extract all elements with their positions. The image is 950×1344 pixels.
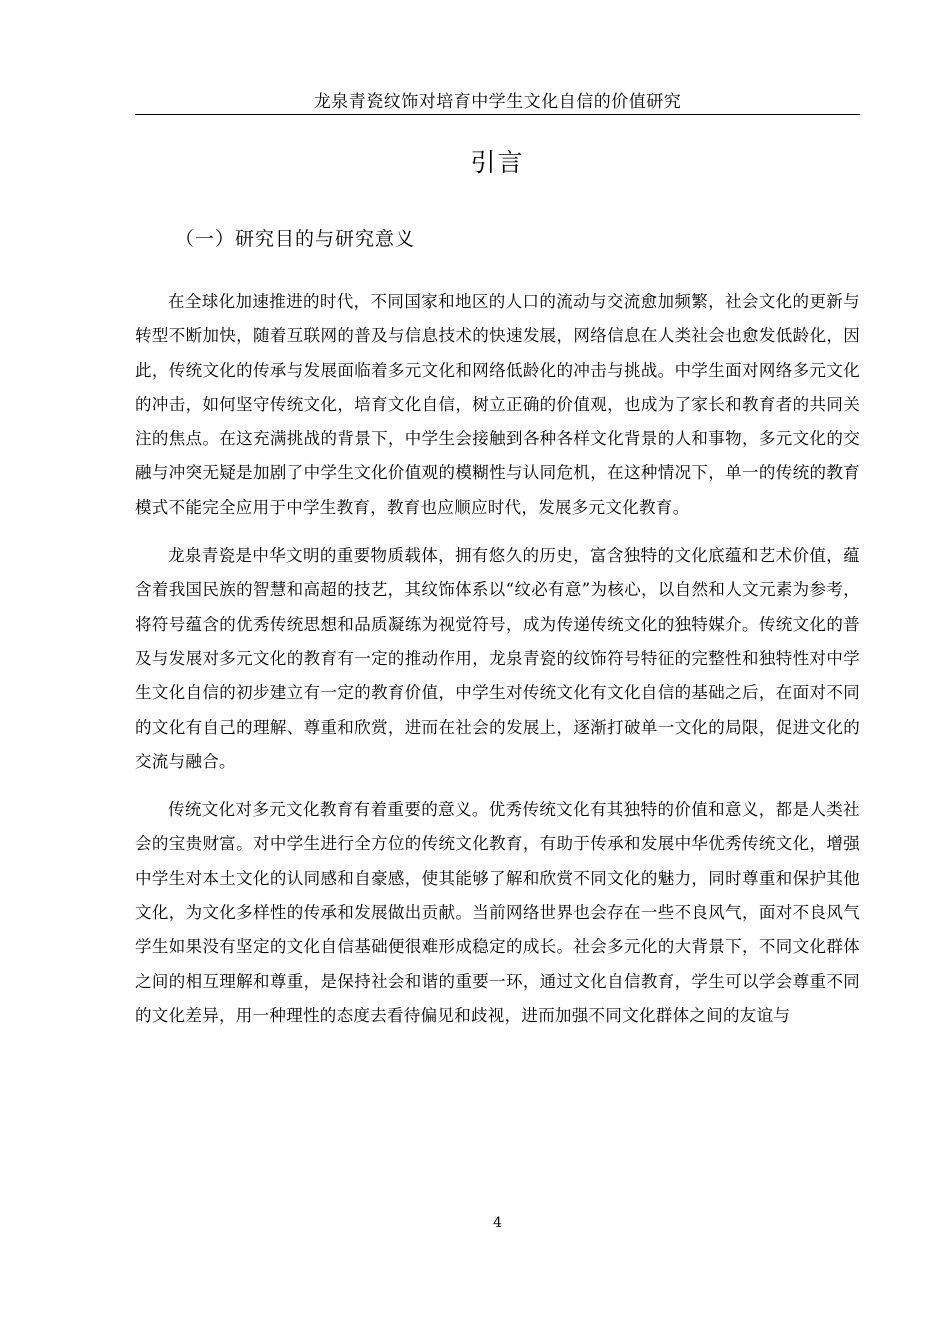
running-header: 龙泉青瓷纹饰对培育中学生文化自信的价值研究 — [313, 92, 682, 112]
paragraph-1: 在全球化加速推进的时代，不同国家和地区的人口的流动与交流愈加频繁，社会文化的更新与转型不断加快，随着互联网的普及与信息技术的快速发展，网络信息在人类社会也愈发低龄化，因此，传统文化的传承与发展面临着多元文化和网络低龄化的冲击与挑战。中学生面对网络多元文化的冲击，如何坚守传统文化，培育文化自信，树立正确的价值观，也成为了家长和教育者的共同关注的焦点。在这充满挑战的背景下，中学生会接触到各种各样文化背景的人和事物，多元文化的交融与冲突无疑是加剧了中学生文化价值观的模糊性与认同危机，在这种情况下，单一的传统的教育模式不能完全应用于中学生教育，教育也应顺应时代，发展多元文化教育。 — [135, 292, 860, 517]
page-title: 引言 — [470, 148, 525, 177]
paragraph-2: 龙泉青瓷是中华文明的重要物质载体，拥有悠久的历史，富含独特的文化底蕴和艺术价值，蕴含着我国民族的智慧和高超的技艺，其纹饰体系以“纹必有意”为核心，以自然和人文元素为参考，将符号蕴含的优秀传统思想和品质凝练为视觉符号，成为传递传统文化的独特媒介。传统文化的普及与发展对多元文化的教育有一定的推动作用，龙泉青瓷的纹饰符号特征的完整性和独特性对中学生文化自信的初步建立有一定的教育价值，中学生对传统文化有文化自信的基础之后，在面对不同的文化有自己的理解、尊重和欣赏，进而在社会的发展上，逐渐打破单一文化的局限，促进文化的交流与融合。 — [135, 546, 860, 771]
paragraph-3: 传统文化对多元文化教育有着重要的意义。优秀传统文化有其独特的价值和意义，都是人类社会的宝贵财富。对中学生进行全方位的传统文化教育，有助于传承和发展中华优秀传统文化，增强中学生对本土文化的认同感和自豪感，使其能够了解和欣赏不同文化的魅力，同时尊重和保护其他文化，为文化多样性的传承和发展做出贡献。当前网络世界也会存在一些不良风气，面对不良风气学生如果没有坚定的文化自信基础便很难形成稳定的成长。社会多元化的大背景下，不同文化群体之间的相互理解和尊重，是保持社会和谐的重要一环，通过文化自信教育，学生可以学会尊重不同的文化差异，用一种理性的态度去看待偏见和歧视，进而加强不同文化群体之间的友谊与 — [135, 800, 860, 1025]
body-text — [135, 285, 860, 1047]
section-heading: （一）研究目的与研究意义 — [175, 228, 416, 250]
page-number: 4 — [493, 1215, 502, 1231]
header-rule — [135, 114, 860, 115]
